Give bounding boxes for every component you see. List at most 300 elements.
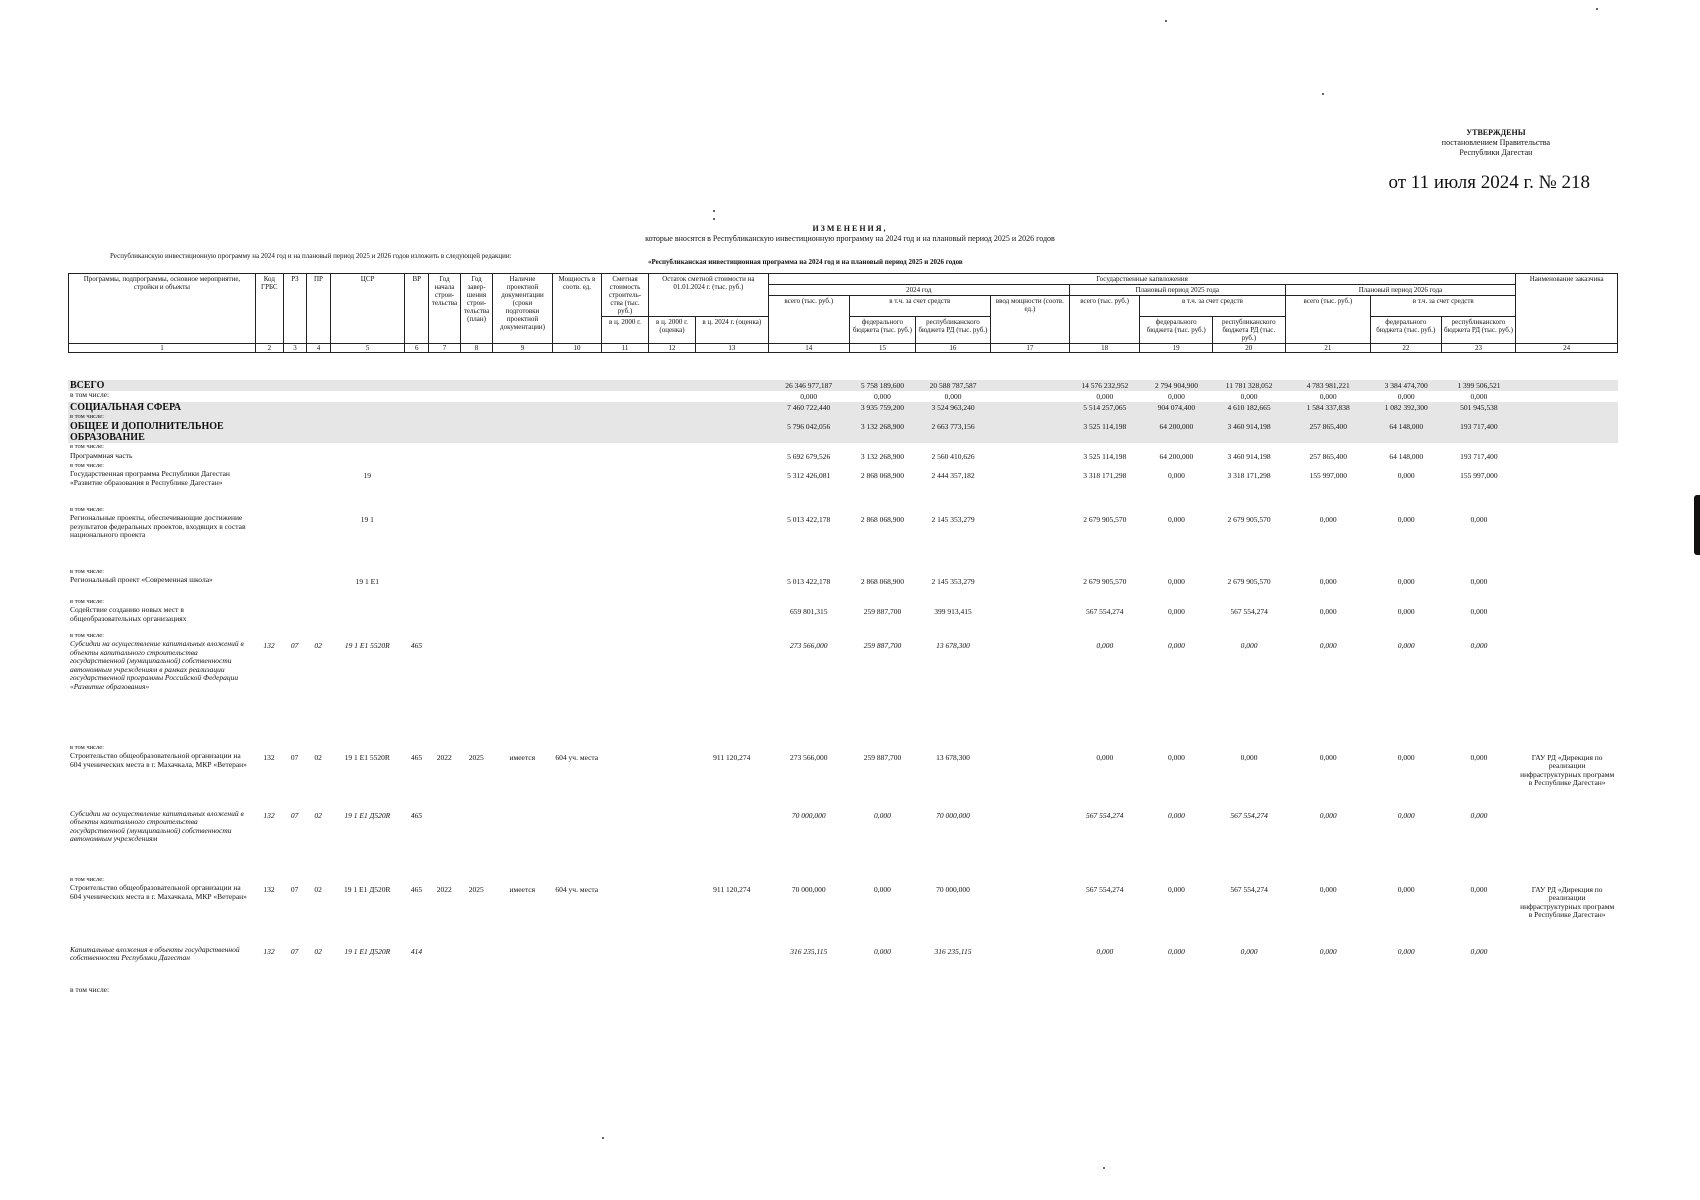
value-cell: 259 887,700 (863, 640, 902, 650)
value-cell: 0,000 (1397, 514, 1415, 524)
cell-vr: 465 (410, 752, 423, 762)
table-row (68, 413, 1618, 444)
cell-rem2000 (648, 946, 695, 986)
value-cell (990, 632, 1069, 744)
value-cell (990, 598, 1069, 632)
value-cell: 0,000 (1096, 752, 1114, 762)
header-federal-2025: федерального бюджета (тыс. руб.) (1140, 317, 1213, 344)
value-cell: 0,000 (874, 884, 891, 894)
value-cell: 3 132 268,900 (860, 452, 905, 461)
header-rem-2024: в ц. 2024 г. (оценка) (696, 317, 769, 344)
header-total-2024: всего (тыс. руб.) (768, 296, 849, 344)
value-cell: 257 865,400 (1309, 452, 1347, 461)
header-design-docs: Наличие проектной документации (сроки подготовки проектной документации) (493, 274, 553, 344)
row-name: Содействие созданию новых мест в общеобразовательных организациях (70, 605, 187, 623)
value-cell: 2 663 773,156 (916, 413, 991, 444)
cell-est2000 (601, 443, 648, 462)
value-cell (849, 986, 915, 1000)
row-name: Региональные проекты, обеспечивающие достижение результатов федеральных проектов, входящих в состав национального проекта (70, 513, 246, 539)
cell-rem2000 (648, 413, 695, 444)
column-numbers-row (69, 344, 1618, 353)
cell-rz (283, 462, 307, 506)
header-capacity: Мощность в соотв. ед. (552, 274, 601, 344)
value-cell: 0,000 (1397, 392, 1415, 401)
value-cell (1371, 986, 1442, 1000)
value-cell: 259 887,700 (863, 752, 902, 762)
cell-vr: 414 (410, 946, 423, 956)
value-cell: 0,000 (1397, 810, 1415, 820)
cell-grbs (255, 462, 283, 506)
row-prefix: в том числе: (70, 597, 104, 605)
cell-rem2000 (648, 568, 695, 598)
column-number: 2 (255, 344, 283, 353)
column-number: 14 (768, 344, 849, 353)
cell-grbs: 132 (263, 640, 275, 650)
value-cell: 64 200,000 (1159, 452, 1194, 461)
scan-speck (1165, 20, 1167, 22)
value-cell: 567 554,274 (1086, 606, 1124, 616)
value-cell: 20 588 787,587 (916, 380, 991, 391)
value-cell: 0,000 (1167, 884, 1185, 894)
value-cell: 3 132 268,900 (849, 413, 915, 444)
value-cell (990, 946, 1069, 986)
value-cell (990, 506, 1069, 568)
row-name: в том числе: (70, 391, 110, 399)
row-name: Региональный проект «Современная школа» (70, 575, 213, 584)
cell-est2000 (601, 986, 648, 1000)
cell-rz: 07 (290, 946, 299, 956)
value-cell (990, 413, 1069, 444)
value-cell: 567 554,274 (1230, 884, 1268, 894)
cell-est2000 (601, 744, 648, 810)
value-cell: 0,000 (874, 810, 891, 820)
cell-est2000 (601, 946, 648, 986)
cell-csr: 19 1 (360, 514, 374, 524)
value-cell: 70 000,000 (936, 884, 970, 894)
column-number: 23 (1441, 344, 1516, 353)
header-rem-2000: в ц. 2000 г. (оценка) (649, 317, 696, 344)
cell-csr (330, 391, 405, 402)
cell-end (460, 810, 492, 876)
value-cell (1213, 986, 1286, 1000)
approval-line2: постановлением Правительства (1441, 138, 1550, 147)
value-cell: 273 566,000 (789, 640, 828, 650)
row-name-cell (68, 462, 255, 506)
value-cell: 0,000 (1397, 946, 1415, 956)
row-name-cell (68, 598, 255, 632)
header-est-cost-2000: в ц. 2000 г. (602, 317, 649, 344)
cell-cap (552, 443, 601, 462)
value-cell: 0,000 (1470, 640, 1488, 650)
value-cell: 5 312 426,081 (787, 470, 831, 480)
table-row (68, 506, 1618, 568)
value-cell: 0,000 (1167, 752, 1185, 762)
value-cell: 2 145 353,279 (931, 576, 975, 586)
cell-customer (1516, 506, 1618, 568)
value-cell: 904 074,400 (1140, 402, 1213, 413)
cell-est2000 (601, 413, 648, 444)
value-cell: 3 318 171,298 (1083, 470, 1127, 480)
cell-customer: ГАУ РД «Дирекция по реализации инфраструктурных программ в Республике Дагестан» (1520, 752, 1615, 787)
cell-customer (1516, 391, 1618, 402)
cell-pr (306, 380, 330, 391)
value-cell: 316 235,115 (934, 946, 972, 956)
cell-pr: 02 (314, 884, 322, 894)
column-number: 1 (69, 344, 256, 353)
table-row (68, 986, 1618, 1000)
cell-cap (552, 391, 601, 402)
value-cell (990, 744, 1069, 810)
row-prefix: в том числе: (70, 743, 104, 751)
cell-grbs (255, 598, 283, 632)
row-name: Государственная программа Республики Дагестан «Развитие образования в Республике Дагестан» (70, 469, 230, 487)
value-cell: 0,000 (1470, 392, 1488, 401)
cell-rz: 07 (290, 752, 299, 762)
header-republic-2025: республиканского бюджета РД (тыс. руб.) (1212, 317, 1285, 344)
value-cell: 2 868 068,900 (860, 576, 905, 586)
value-cell: 0,000 (1470, 514, 1488, 524)
value-cell: 0,000 (1470, 946, 1488, 956)
document-title: ИЗМЕНЕНИЯ, (812, 224, 888, 233)
cell-cap (552, 413, 601, 444)
cell-rz (283, 506, 307, 568)
cell-rz (283, 598, 307, 632)
cell-rem2000 (648, 810, 695, 876)
cell-cap (552, 986, 601, 1000)
header-federal-2024: федерального бюджета (тыс. руб.) (849, 317, 915, 344)
value-cell: 26 346 977,187 (768, 380, 849, 391)
header-state-investments: Государственные капвложения (768, 274, 1516, 285)
investment-table-body (68, 380, 1618, 1000)
cell-start (428, 391, 460, 402)
cell-vr (405, 443, 429, 462)
cell-customer (1516, 568, 1618, 598)
cell-est2000 (601, 402, 648, 413)
header-total-2026: всего (тыс. руб.) (1285, 296, 1370, 344)
header-sources-2026: в т.ч. за счет средств (1371, 296, 1516, 317)
cell-est2000 (601, 506, 648, 568)
value-cell: 0,000 (1240, 946, 1258, 956)
cell-rem2024: 911 120,274 (713, 884, 751, 894)
value-cell (990, 876, 1069, 946)
value-cell: 0,000 (1240, 752, 1258, 762)
value-cell: 501 945,538 (1442, 402, 1517, 413)
value-cell: 2 679 905,570 (1083, 576, 1127, 586)
header-plan-2025: Плановый период 2025 года (1069, 285, 1285, 296)
value-cell: 0,000 (1240, 392, 1258, 401)
value-cell: 1 082 392,300 (1371, 402, 1442, 413)
cell-start (428, 462, 460, 506)
header-total-2025: всего (тыс. руб.) (1069, 296, 1140, 344)
header-grbs: Код ГРБС (255, 274, 283, 344)
cell-end: 2025 (468, 884, 484, 894)
value-cell: 3 460 914,198 (1213, 413, 1286, 444)
cell-rem2024: 911 120,274 (713, 752, 751, 762)
value-cell: 4 610 182,665 (1213, 402, 1286, 413)
value-cell: 5 758 189,600 (849, 380, 915, 391)
column-number: 4 (307, 344, 331, 353)
program-title: «Республиканская инвестиционная программа на 2024 год и на плановый период 2025 и 2026 годов (648, 258, 963, 266)
value-cell: 0,000 (1319, 606, 1337, 616)
cell-grbs (255, 443, 283, 462)
cell-docs (492, 810, 552, 876)
row-name-cell (68, 402, 255, 413)
cell-rz (283, 413, 307, 444)
value-cell: 2 868 068,900 (860, 514, 905, 524)
cell-pr (306, 506, 330, 568)
cell-csr: 19 1 E1 Д520R (344, 946, 391, 956)
scan-speck (713, 210, 715, 212)
value-cell: 0,000 (1319, 576, 1337, 586)
cell-rz (283, 391, 307, 402)
header-est-cost: Сметная стоимость строитель-ства (тыс. руб.) (602, 274, 649, 317)
value-cell: 2 145 353,279 (931, 514, 975, 524)
value-cell: 0,000 (1167, 470, 1185, 480)
scan-speck (602, 1137, 604, 1139)
row-prefix: в том числе: (70, 631, 104, 639)
value-cell: 316 235,115 (790, 946, 828, 956)
value-cell: 5 013 422,178 (787, 576, 831, 586)
row-name: Программная часть (70, 450, 133, 460)
value-cell (990, 443, 1069, 462)
cell-start (428, 598, 460, 632)
value-cell (768, 986, 849, 1000)
cell-docs (492, 632, 552, 744)
header-pr: ПР (307, 274, 331, 344)
approval-line3: Республики Дагестан (1459, 148, 1533, 157)
cell-grbs (255, 986, 283, 1000)
value-cell (1285, 986, 1371, 1000)
column-number: 8 (461, 344, 493, 353)
column-number: 6 (405, 344, 429, 353)
value-cell: 5 692 679,526 (787, 452, 831, 461)
cell-customer (1516, 986, 1618, 1000)
value-cell (990, 986, 1069, 1000)
cell-grbs (255, 413, 283, 444)
value-cell (1442, 986, 1517, 1000)
cell-docs (492, 506, 552, 568)
table-row (68, 876, 1618, 946)
cell-start (428, 402, 460, 413)
cell-csr: 19 1 E1 Д520R (343, 884, 391, 894)
value-cell: 3 935 759,200 (849, 402, 915, 413)
row-name: Строительство общеобразовательной организации на 604 ученических места в г. Махачкала, МКР «Ветеран» (70, 751, 247, 769)
column-number: 17 (990, 344, 1069, 353)
cell-end (460, 632, 492, 744)
row-name-cell (68, 744, 255, 810)
cell-rem2024 (695, 443, 768, 462)
cell-vr (405, 402, 429, 413)
cell-est2000 (601, 391, 648, 402)
header-csr: ЦСР (330, 274, 405, 344)
header-rz: РЗ (283, 274, 307, 344)
cell-rem2000 (648, 744, 695, 810)
value-cell: 659 801,315 (789, 606, 828, 616)
cell-rem2000 (648, 462, 695, 506)
cell-customer (1516, 598, 1618, 632)
row-name: Капитальные вложения в объекты государственной собственности Республики Дагестан (70, 945, 240, 962)
table-row (68, 598, 1618, 632)
scan-speck (713, 218, 715, 220)
value-cell: 0,000 (874, 392, 891, 401)
value-cell: 64 200,000 (1140, 413, 1213, 444)
value-cell: 64 148,000 (1371, 413, 1442, 444)
cell-pr: 02 (314, 752, 322, 762)
approval-stamp (1442, 128, 1550, 158)
value-cell: 0,000 (1319, 640, 1337, 650)
value-cell: 0,000 (1096, 392, 1114, 401)
cell-customer: ГАУ РД «Дирекция по реализации инфраструктурных программ в Республике Дагестан» (1520, 884, 1615, 919)
value-cell: 2 679 905,570 (1227, 514, 1271, 524)
cell-grbs (255, 402, 283, 413)
table-row (68, 810, 1618, 876)
cell-start (428, 946, 460, 986)
value-cell: 2 794 904,900 (1140, 380, 1213, 391)
value-cell: 70 000,000 (791, 884, 826, 894)
header-republic-2024: республиканского бюджета РД (тыс. руб.) (916, 317, 991, 344)
value-cell: 2 868 068,900 (860, 470, 905, 480)
cell-start (428, 380, 460, 391)
cell-csr: 19 (363, 470, 372, 480)
cell-customer (1516, 946, 1618, 986)
cell-est2000 (601, 462, 648, 506)
cell-end: 2025 (468, 752, 484, 762)
cell-customer (1516, 402, 1618, 413)
cell-end (460, 413, 492, 444)
value-cell: 3 525 114,198 (1083, 452, 1127, 461)
cell-grbs (255, 568, 283, 598)
cell-cap (552, 380, 601, 391)
value-cell: 13 678,300 (936, 640, 970, 650)
cell-cap (552, 810, 601, 876)
value-cell: 14 576 232,952 (1070, 380, 1141, 391)
column-number: 20 (1212, 344, 1285, 353)
cell-pr: 02 (314, 640, 322, 650)
cell-rz (283, 568, 307, 598)
row-name-cell (68, 391, 255, 402)
cell-rem2000 (648, 598, 695, 632)
table-row (68, 402, 1618, 413)
value-cell: 0,000 (1397, 752, 1415, 762)
value-cell: 0,000 (1397, 576, 1415, 586)
cell-csr: 19 1 E1 5520R (344, 640, 390, 650)
row-name-cell (68, 506, 255, 568)
cell-est2000 (601, 632, 648, 744)
table-row (68, 391, 1618, 402)
cell-customer (1516, 632, 1618, 744)
cell-start: 2022 (436, 884, 452, 894)
table-row (68, 380, 1618, 391)
cell-docs (492, 986, 552, 1000)
cell-end (460, 506, 492, 568)
cell-pr (306, 413, 330, 444)
header-program: Программы, подпрограммы, основное мероприятие, стройки и объекты (69, 274, 256, 344)
column-number: 24 (1516, 344, 1618, 353)
row-prefix: в том числе: (70, 461, 104, 469)
cell-start (428, 506, 460, 568)
value-cell: 0,000 (1167, 576, 1185, 586)
value-cell: 3 384 474,700 (1371, 380, 1442, 391)
scan-speck (1596, 8, 1598, 10)
row-name-cell (68, 810, 255, 876)
cell-rz: 07 (290, 640, 299, 650)
cell-docs (492, 413, 552, 444)
cell-end (460, 443, 492, 462)
value-cell: 70 000,000 (936, 810, 970, 820)
column-number: 7 (428, 344, 460, 353)
value-cell (990, 391, 1069, 402)
table-row (68, 632, 1618, 744)
cell-vr (405, 413, 429, 444)
value-cell: 567 554,274 (1230, 810, 1268, 820)
value-cell: 0,000 (1470, 752, 1488, 762)
value-cell: 7 460 722,440 (768, 402, 849, 413)
value-cell: 5 013 422,178 (787, 514, 831, 524)
cell-docs: имеется (509, 884, 536, 894)
header-customer: Наименование заказчика (1516, 274, 1618, 344)
value-cell: 567 554,274 (1086, 884, 1124, 894)
value-cell: 2 679 905,570 (1227, 576, 1271, 586)
value-cell: 0,000 (1319, 752, 1337, 762)
value-cell: 155 997,000 (1309, 470, 1347, 480)
cell-cap (552, 462, 601, 506)
cell-est2000 (601, 598, 648, 632)
cell-rem2024 (695, 632, 768, 744)
value-cell: 0,000 (1319, 392, 1337, 401)
row-name: ВСЕГО (70, 380, 105, 391)
row-name: Субсидии на осуществление капитальных вложений в объекты капитального строительства государственной (муниципальной) собственности автономным учреждениям (70, 809, 244, 843)
value-cell: 0,000 (1397, 884, 1415, 894)
column-number: 15 (849, 344, 915, 353)
cell-pr (306, 443, 330, 462)
column-number: 9 (493, 344, 553, 353)
cell-start (428, 810, 460, 876)
table-row (68, 462, 1618, 506)
cell-rem2024 (695, 946, 768, 986)
cell-pr (306, 598, 330, 632)
value-cell: 193 717,400 (1442, 413, 1517, 444)
value-cell (990, 810, 1069, 876)
document-subtitle: которые вносятся в Республиканскую инвестиционную программу на 2024 год и на плановый период 2025 и 2026 годов (645, 234, 1055, 243)
cell-csr: 19 1 E1 Д520R (344, 810, 391, 820)
cell-start (428, 986, 460, 1000)
value-cell: 3 318 171,298 (1227, 470, 1271, 480)
value-cell: 0,000 (1167, 392, 1185, 401)
value-cell: 0,000 (1319, 946, 1337, 956)
cell-pr: 02 (314, 946, 322, 956)
scan-speck (1103, 1167, 1105, 1169)
cell-rem2000 (648, 402, 695, 413)
cell-vr (405, 462, 429, 506)
value-cell (1070, 986, 1141, 1000)
row-name: Субсидии на осуществление капитальных вложений в объекты капитального строительства государственной (муниципальной) собственности автономным учреждениям в рамках реализации государственной программы Российской Федерации «Развитие образования» (70, 639, 244, 691)
column-number: 22 (1371, 344, 1442, 353)
cell-vr (405, 506, 429, 568)
cell-end (460, 380, 492, 391)
table-row (68, 946, 1618, 986)
value-cell: 3 460 914,198 (1227, 452, 1271, 461)
cell-rem2024 (695, 462, 768, 506)
cell-end (460, 986, 492, 1000)
cell-cap: 604 уч. места (555, 752, 599, 762)
cell-start: 2022 (436, 752, 452, 762)
column-number: 21 (1285, 344, 1370, 353)
cell-rem2024 (695, 380, 768, 391)
cell-end (460, 946, 492, 986)
cell-rz: 07 (290, 810, 299, 820)
row-name-cell (68, 413, 255, 444)
value-cell: 5 514 257,065 (1070, 402, 1141, 413)
